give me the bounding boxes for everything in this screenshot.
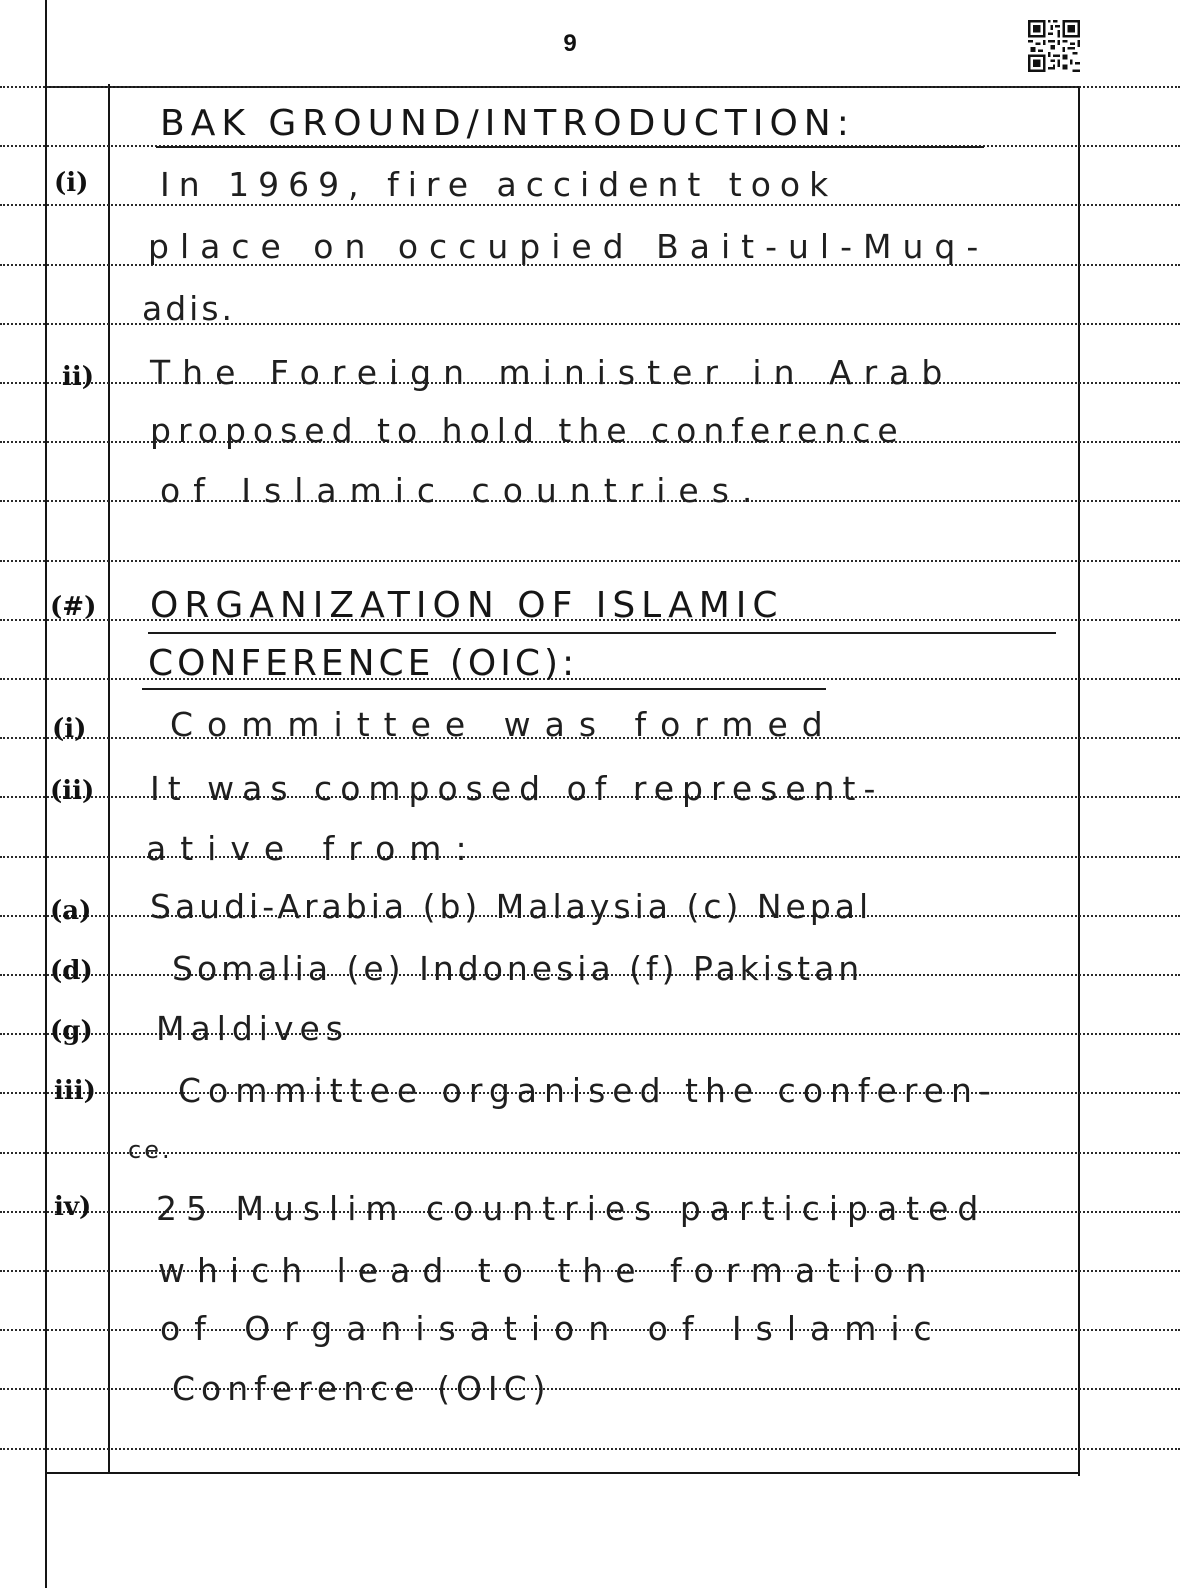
text-line: adis. bbox=[142, 289, 236, 328]
item-marker: (ii) bbox=[50, 776, 95, 806]
item-marker: iii) bbox=[54, 1076, 96, 1106]
qr-code-icon bbox=[1028, 18, 1080, 74]
text-line: Committee was formed bbox=[170, 705, 837, 744]
text-line: The Foreign minister in Arab bbox=[150, 353, 955, 392]
heading-underline bbox=[156, 146, 984, 148]
text-line: Conference (OIC) bbox=[172, 1369, 552, 1408]
page-number: 9 bbox=[563, 30, 577, 57]
heading-underline bbox=[142, 688, 826, 690]
item-marker: (a) bbox=[50, 896, 92, 926]
text-line: ce. bbox=[128, 1136, 173, 1164]
text-line: proposed to hold the conference bbox=[150, 411, 905, 450]
item-marker: (d) bbox=[50, 956, 93, 986]
text-line: of Organisation of Islamic bbox=[160, 1309, 946, 1348]
item-marker: ii) bbox=[62, 362, 95, 392]
ruled-line bbox=[0, 86, 1180, 88]
right-page-border bbox=[1078, 86, 1080, 1476]
text-line: In 1969, fire accident took bbox=[160, 165, 838, 204]
item-marker: (i) bbox=[52, 714, 87, 744]
margin-line bbox=[108, 84, 110, 1474]
section-heading-oic-line-1: ORGANIZATION OF ISLAMIC bbox=[150, 585, 784, 626]
heading-underline bbox=[148, 632, 1056, 634]
text-line: Maldives bbox=[156, 1009, 350, 1048]
item-marker: (i) bbox=[54, 168, 89, 198]
item-marker: iv) bbox=[54, 1192, 92, 1222]
ruled-line bbox=[0, 1152, 1180, 1154]
ruled-line bbox=[0, 560, 1180, 562]
text-line: which lead to the formation bbox=[158, 1251, 939, 1290]
text-line: Committee organised the conferen- bbox=[178, 1071, 998, 1110]
text-line: Somalia (e) Indonesia (f) Pakistan bbox=[172, 949, 864, 988]
text-line: place on occupied Bait-ul-Muq- bbox=[148, 227, 990, 266]
ruled-line bbox=[0, 204, 1180, 206]
text-line: It was composed of represent- bbox=[150, 769, 884, 808]
left-page-border bbox=[45, 0, 47, 1588]
section-heading-oic-line-2: CONFERENCE (OIC): bbox=[148, 643, 579, 684]
text-line: Saudi-Arabia (b) Malaysia (c) Nepal bbox=[150, 887, 873, 926]
item-marker: (g) bbox=[50, 1016, 93, 1046]
ruled-line bbox=[0, 1448, 1180, 1450]
section-heading-background: BAK GROUND/INTRODUCTION: bbox=[160, 103, 855, 144]
text-line: ative from: bbox=[146, 829, 481, 868]
footer-line bbox=[45, 1472, 1080, 1474]
text-line: of Islamic countries. bbox=[160, 471, 766, 510]
text-line: 25 Muslim countries participated bbox=[156, 1189, 988, 1228]
section-marker: (#) bbox=[50, 592, 97, 622]
